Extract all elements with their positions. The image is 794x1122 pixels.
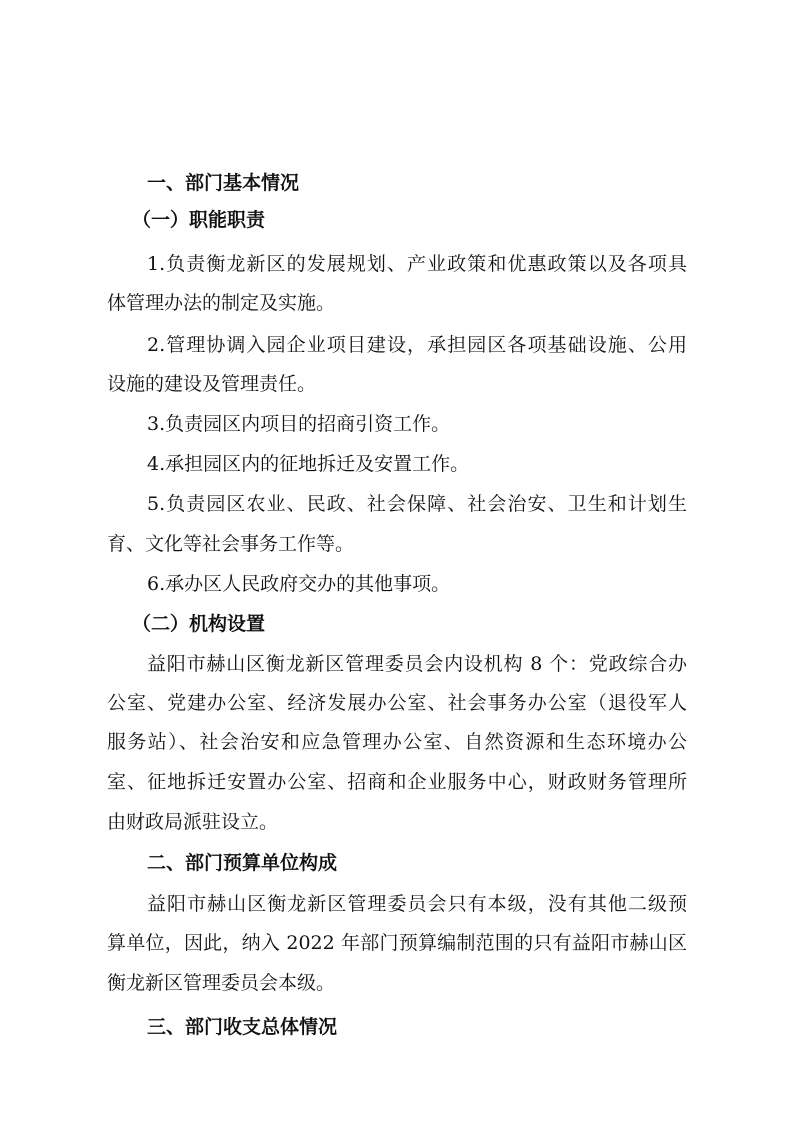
duty-5-line-2: 育、文化等社会事务工作等。 (107, 533, 355, 555)
organization-line-4: 室、征地拆迁安置办公室、招商和企业服务中心，财政财务管理所 (107, 771, 687, 793)
organization-line-5: 由财政局派驻设立。 (107, 811, 279, 833)
duty-6: 6.承办区人民政府交办的其他事项。 (147, 573, 451, 595)
duty-2-line-2: 设施的建设及管理责任。 (107, 373, 317, 395)
subsection-organization-heading: （二）机构设置 (132, 613, 266, 635)
budget-unit-line-2: 算单位，因此，纳入 2022 年部门预算编制范围的只有益阳市赫山区 (107, 932, 687, 954)
section-3-heading: 三、部门收支总体情况 (147, 1016, 338, 1038)
organization-line-3: 服务站）、社会治安和应急管理办公室、自然资源和生态环境办公 (107, 731, 687, 753)
organization-line-2: 公室、党建办公室、经济发展办公室、社会事务办公室（退役军人 (107, 692, 687, 714)
duty-2-line-1: 2.管理协调入园企业项目建设，承担园区各项基础设施、公用 (147, 334, 687, 356)
duty-1-line-2: 体管理办法的制定及实施。 (107, 292, 336, 314)
duty-3: 3.负责园区内项目的招商引资工作。 (147, 413, 451, 435)
duty-4: 4.承担园区内的征地拆迁及安置工作。 (147, 453, 470, 475)
duty-5-line-1: 5.负责园区农业、民政、社会保障、社会治安、卫生和计划生 (147, 493, 687, 515)
budget-unit-line-3: 衡龙新区管理委员会本级。 (107, 972, 336, 994)
section-1-heading: 一、部门基本情况 (147, 172, 300, 194)
duty-1-line-1: 1.负责衡龙新区的发展规划、产业政策和优惠政策以及各项具 (147, 253, 687, 275)
organization-line-1: 益阳市赫山区衡龙新区管理委员会内设机构 8 个：党政综合办 (147, 653, 687, 675)
section-2-heading: 二、部门预算单位构成 (147, 852, 338, 874)
budget-unit-line-1: 益阳市赫山区衡龙新区管理委员会只有本级，没有其他二级预 (147, 893, 687, 915)
subsection-functions-heading: （一）职能职责 (132, 209, 266, 231)
